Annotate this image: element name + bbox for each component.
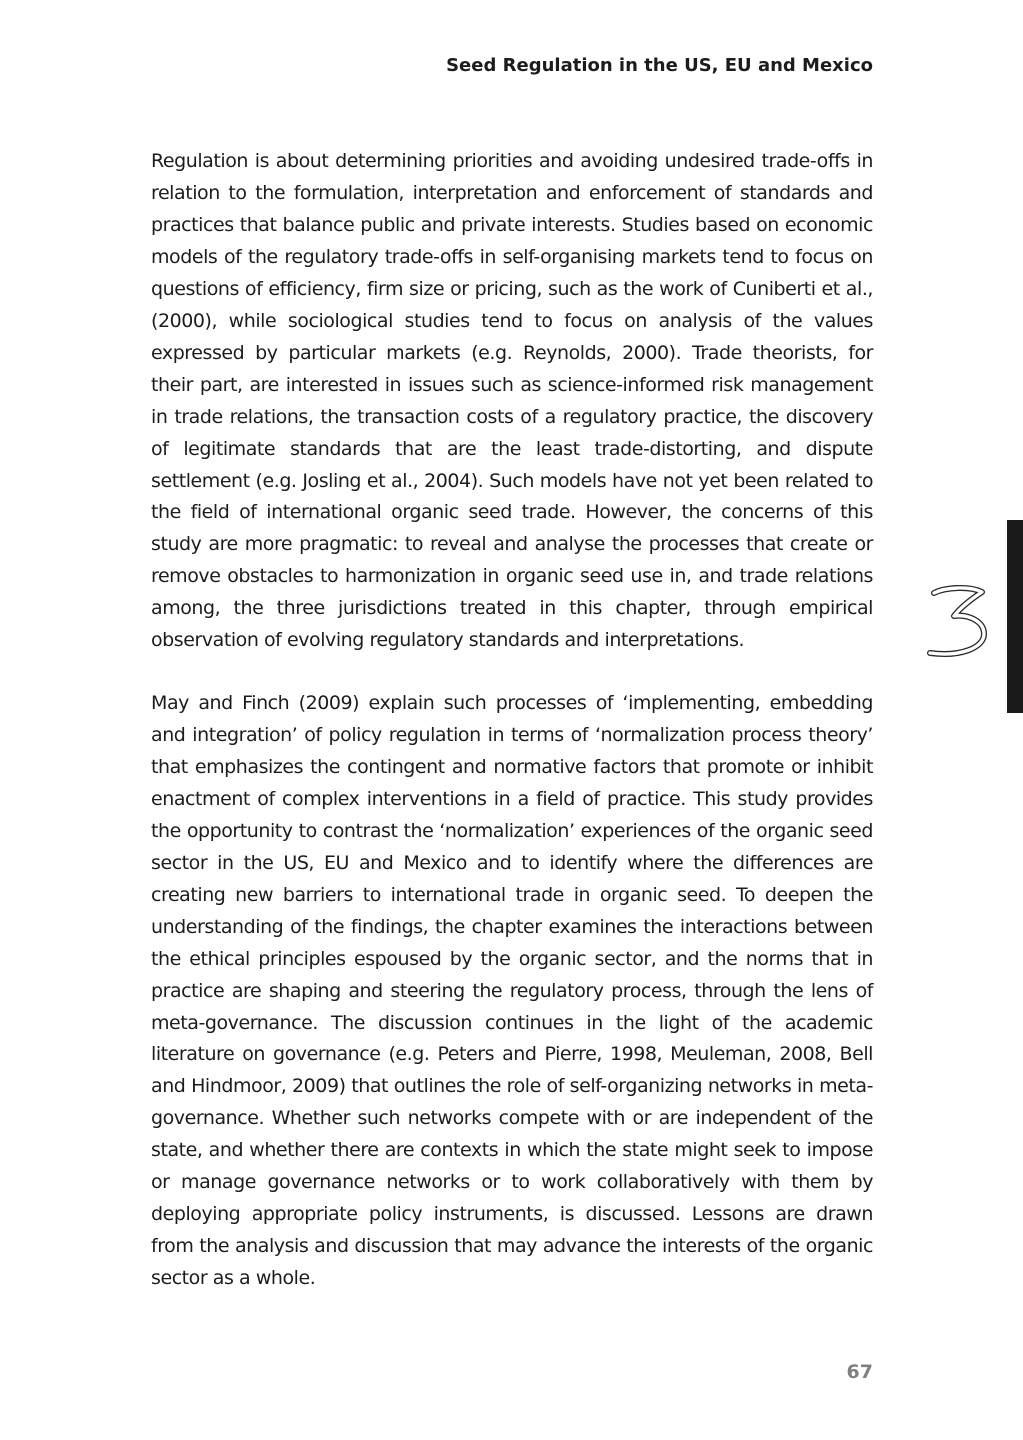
chapter-number-text: 3 (957, 633, 958, 634)
body-paragraph-2: May and Finch (2009) explain such processes of ‘implementing, embedding and integration’ of policy regulation in terms of ‘normalization process theory’ that emphasizes the contingent and normative factors that promote or inhibit enactment of complex interventions in a field of practice. This study provides the opportunity to contrast the ‘normalization’ experiences of the organic seed sector in the US, EU and Mexico and to identify where the differences are creating new barriers to international trade in organic seed. To deepen the understanding of the findings, the chapter examines the interactions between the ethical principles espoused by the organic sector, and the norms that in practice are shaping and steering the regulatory process, through the lens of meta-governance. The discussion continues in the light of the academic literature on governance (e.g. Peters and Pierre, 1998, Meuleman, 2008, Bell and Hindmoor, 2009) that outlines the role of self-organizing networks in meta-governance. Whether such networks compete with or are independent of the state, and whether there are contexts in which the state might seek to impose or manage governance networks or to work collaboratively with them by deploying appropriate policy instruments, is discussed. Lessons are drawn from the analysis and discussion that may advance the interests of the organic sector as a whole. (151, 692, 873, 1290)
chapter-thumb-tab (1007, 520, 1023, 713)
page-number: 67 (846, 1361, 873, 1383)
body-paragraph-1: Regulation is about determining priorities and avoiding undesired trade-offs in relation to the formulation, interpretation and enforcement of standards and practices that balance public and private interests. Studies based on economic models of the regulatory trade-offs in self-organising markets tend to focus on questions of efficiency, firm size or pricing, such as the work of Cuniberti et al., (2000), while sociological studies tend to focus on analysis of the values expressed by particular markets (e.g. Reynolds, 2000). Trade theorists, for their part, are interested in issues such as science-informed risk management in trade relations, the transaction costs of a regulatory practice, the discovery of legitimate standards that are the least trade-distorting, and dispute settlement (e.g. Josling et al., 2004). Such models have not yet been related to the field of international organic seed trade. However, the concerns of this study are more pragmatic: to reveal and analyse the processes that create or remove obstacles to harmonization in organic seed use in, and trade relations among, the three jurisdictions treated in this chapter, through empirical observation of evolving regulatory standards and interpretations. (151, 150, 873, 652)
running-header-title: Seed Regulation in the US, EU and Mexico (446, 55, 873, 76)
chapter-number-outline-mark (924, 583, 990, 659)
